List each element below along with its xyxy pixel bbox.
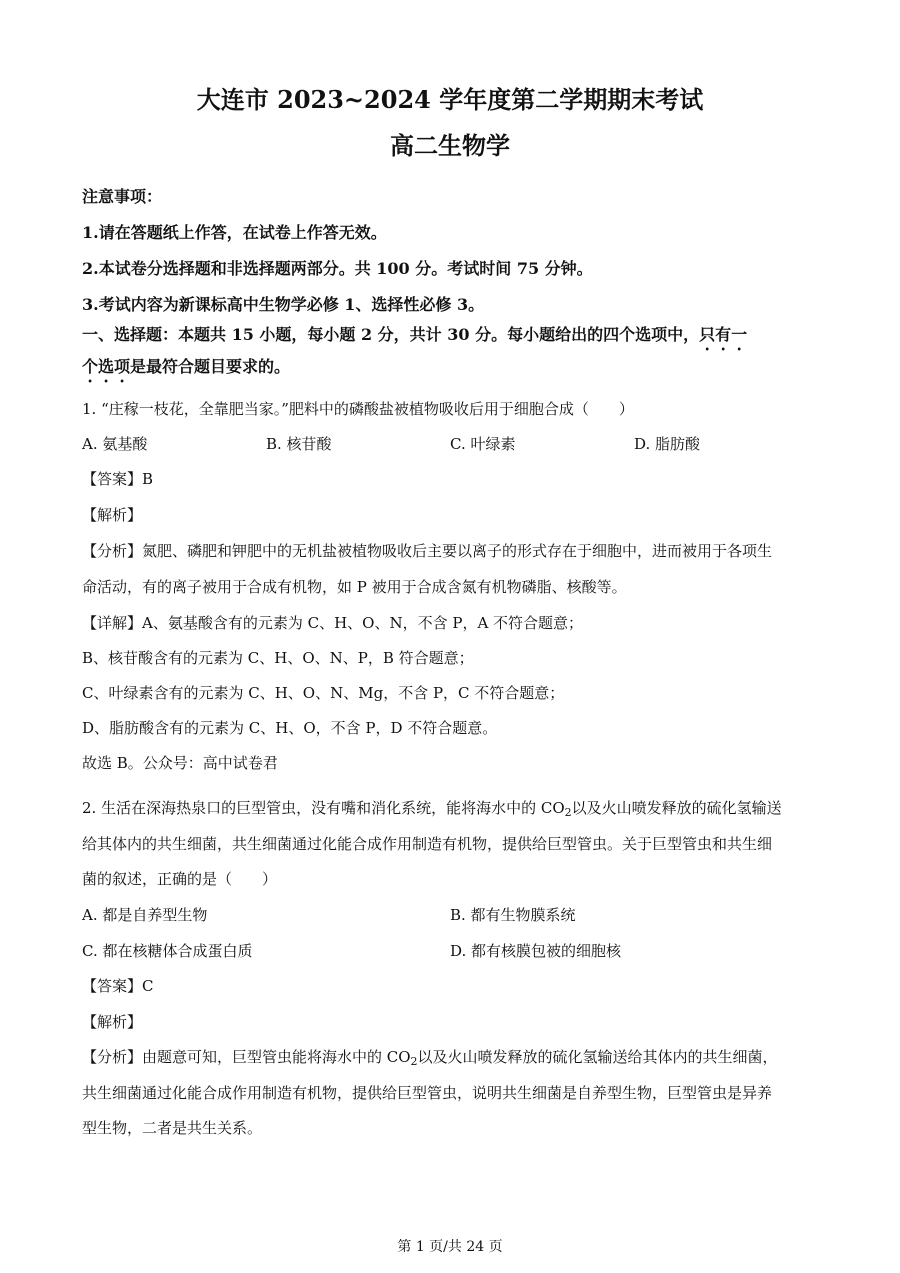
q1-analysis-line-2: 命活动，有的离子被用于合成有机物，如 P 被用于合成含氮有机物磷脂、核酸等。 [82,578,627,596]
q2-analysis-line-1 [82,1046,778,1068]
section-instruction-line-2 [82,354,290,386]
q2-stem-line-2: 给其体内的共生细菌，共生细菌通过化能合成作用制造有机物，提供给巨型管虫。关于巨型管虫和共生细 [82,835,773,853]
section-emphasis-2: 个选项 [82,357,131,376]
q2-stem-line-3: 菌的叙述，正确的是（ ） [82,870,278,888]
q2-analysis-subscript: 2 [410,1055,418,1068]
q1-detail-c: C、叶绿素含有的元素为 C、H、O、N、Mg，不含 P，C 不符合题意； [82,684,565,702]
q2-option-a: A. 都是自养型生物 [82,906,208,924]
q1-detail-a: 【详解】A、氨基酸含有的元素为 C、H、O、N，不含 P，A 不符合题意； [82,614,584,632]
q2-option-b: B. 都有生物膜系统 [450,906,576,924]
q2-option-c: C. 都在核糖体合成蛋白质 [82,942,253,960]
q2-answer: 【答案】C [82,977,154,995]
note-item-1: 1.请在答题纸上作答，在试卷上作答无效。 [82,223,387,242]
q1-analysis-line-1: 【分析】氮肥、磷肥和钾肥中的无机盐被植物吸收后主要以离子的形式存在于细胞中，进而被用于各项生 [82,542,773,560]
exam-title: 大连市 2023~2024 学年度第二学期期末考试 [196,85,704,114]
q1-option-d: D. 脂肪酸 [634,435,701,453]
q2-stem-line-1 [82,797,782,819]
q1-option-b: B. 核苷酸 [266,435,332,453]
q2-stem-subscript: 2 [564,806,572,819]
section-instruction-text-2: 是最符合题目要求的。 [130,357,291,376]
exam-subject: 高二生物学 [390,131,510,160]
q1-option-a: A. 氨基酸 [82,435,148,453]
q2-analysis-label: 【解析】 [82,1013,143,1031]
q1-option-c: C. 叶绿素 [450,435,516,453]
q1-stem: 1. “庄稼一枝花，全靠肥当家。”肥料中的磷酸盐被植物吸收后用于细胞合成（ ） [82,400,634,418]
q2-analysis-text-b: 以及火山喷发释放的硫化氢输送给其体内的共生细菌， [417,1048,778,1066]
q1-answer: 【答案】B [82,470,154,488]
note-item-2: 2.本试卷分选择题和非选择题两部分。共 100 分。考试时间 75 分钟。 [82,259,593,278]
q2-analysis-text-a: 【分析】由题意可知，巨型管虫能将海水中的 CO [82,1048,411,1066]
q2-option-d: D. 都有核膜包被的细胞核 [450,942,622,960]
section-instruction-line-1 [82,322,747,354]
note-item-3: 3.考试内容为新课标高中生物学必修 1、选择性必修 3。 [82,295,485,314]
q1-detail-d: D、脂肪酸含有的元素为 C、H、O，不含 P，D 不符合题意。 [82,719,498,737]
q2-analysis-line-2: 共生细菌通过化能合成作用制造有机物，提供给巨型管虫，说明共生细菌是自养型生物，巨型管虫是异养 [82,1084,773,1102]
q2-analysis-line-3: 型生物，二者是共生关系。 [82,1119,263,1137]
q2-stem-text-a: 2. 生活在深海热泉口的巨型管虫，没有嘴和消化系统，能将海水中的 CO [82,799,565,817]
page-footer: 第 1 页/共 24 页 [397,1239,503,1255]
section-instruction-text: 一、选择题：本题共 15 小题，每小题 2 分，共计 30 分。每小题给出的四个选项中， [82,325,700,344]
q1-conclusion: 故选 B。公众号：高中试卷君 [82,754,278,772]
section-emphasis-1: 只有一 [699,325,748,344]
notes-heading: 注意事项： [82,187,163,206]
q2-stem-text-b: 以及火山喷发释放的硫化氢输送 [571,799,782,817]
q1-detail-b: B、核苷酸含有的元素为 C、H、O、N、P，B 符合题意； [82,649,474,667]
q1-analysis-label: 【解析】 [82,506,143,524]
